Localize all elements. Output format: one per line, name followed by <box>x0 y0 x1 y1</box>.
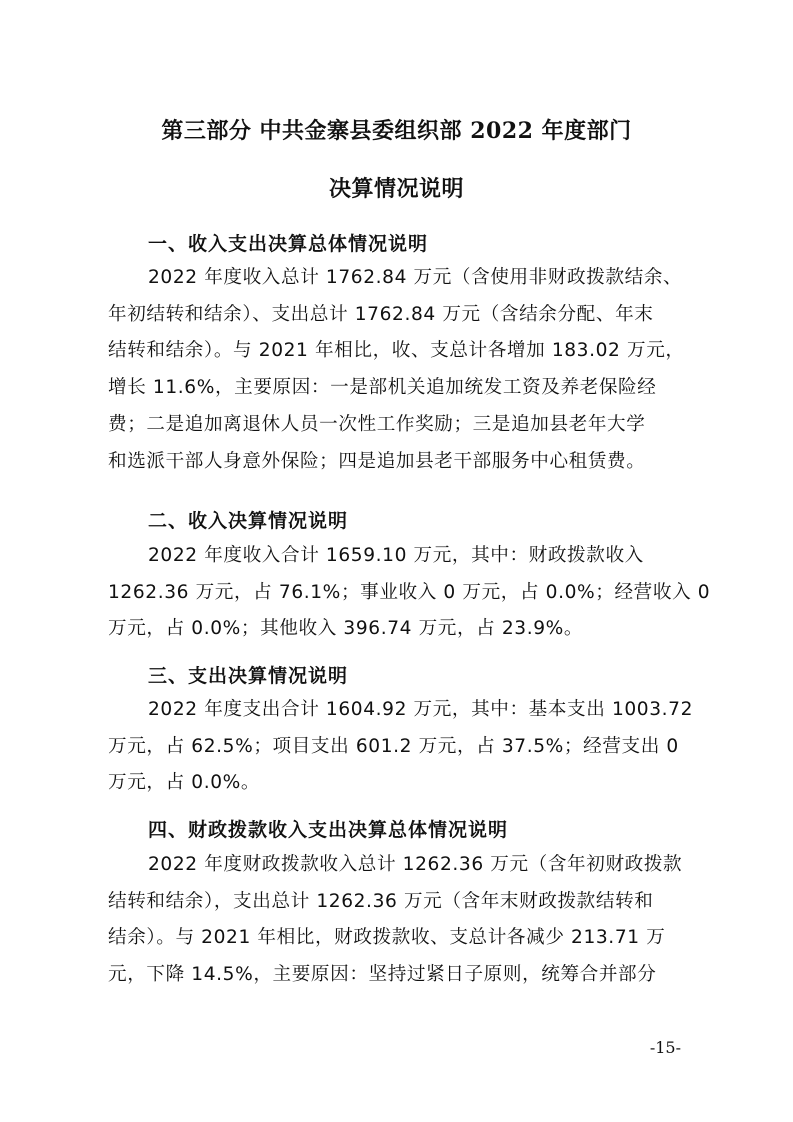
paragraph-line: 和选派干部人身意外保险；四是追加县老干部服务中心租赁费。 <box>108 450 646 472</box>
paragraph-line: 万元，占 0.0%；其他收入 396.74 万元，占 23.9%。 <box>108 618 584 640</box>
paragraph-line: 2022 年度财政拨款收入总计 1262.36 万元（含年初财政拨款 <box>148 854 683 875</box>
paragraph-line: 万元，占 62.5%；项目支出 601.2 万元，占 37.5%；经营支出 0 <box>108 735 679 757</box>
paragraph-line: 2022 年度收入合计 1659.10 万元，其中：财政拨款收入 <box>148 545 644 566</box>
paragraph-line: 2022 年度支出合计 1604.92 万元，其中：基本支出 1003.72 <box>148 699 694 720</box>
section-heading-1: 一、收入支出决算总体情况说明 <box>148 233 429 255</box>
paragraph-line: 2022 年度收入总计 1762.84 万元（含使用非财政拨款结余、 <box>148 267 683 288</box>
paragraph-line: 元，下降 14.5%，主要原因：坚持过紧日子原则，统筹合并部分 <box>108 964 657 986</box>
paragraph-line: 增长 11.6%，主要原因：一是部机关追加统发工资及养老保险经 <box>108 377 657 399</box>
section-1-paragraph <box>108 260 694 480</box>
paragraph-line: 结余）。与 2021 年相比，财政拨款收、支总计各减少 213.71 万 <box>108 927 666 949</box>
section-heading-3: 三、支出决算情况说明 <box>148 665 349 687</box>
page-title-line-2: 决算情况说明 <box>328 176 464 202</box>
paragraph-line: 万元，占 0.0%。 <box>108 772 261 794</box>
section-2-paragraph <box>108 538 711 648</box>
section-heading-4: 四、财政拨款收入支出决算总体情况说明 <box>148 819 509 841</box>
paragraph-line: 年初结转和结余）、支出总计 1762.84 万元（含结余分配、年末 <box>108 303 654 325</box>
paragraph-line: 1262.36 万元，占 76.1%；事业收入 0 万元，占 0.0%；经营收入 0 <box>108 581 711 603</box>
page-title-line-1: 第三部分 中共金寨县委组织部 2022 年度部门 <box>161 118 632 144</box>
section-3-paragraph <box>108 692 694 802</box>
paragraph-line: 结转和结余），支出总计 1262.36 万元（含年末财政拨款结转和 <box>108 890 654 912</box>
page-number: -15- <box>649 1038 681 1057</box>
section-heading-2: 二、收入决算情况说明 <box>148 510 349 532</box>
paragraph-line: 费；二是追加离退休人员一次性工作奖励；三是追加县老年大学 <box>108 413 646 435</box>
section-4-paragraph <box>108 847 694 994</box>
paragraph-line: 结转和结余）。与 2021 年相比，收、支总计各增加 183.02 万元， <box>108 340 685 362</box>
